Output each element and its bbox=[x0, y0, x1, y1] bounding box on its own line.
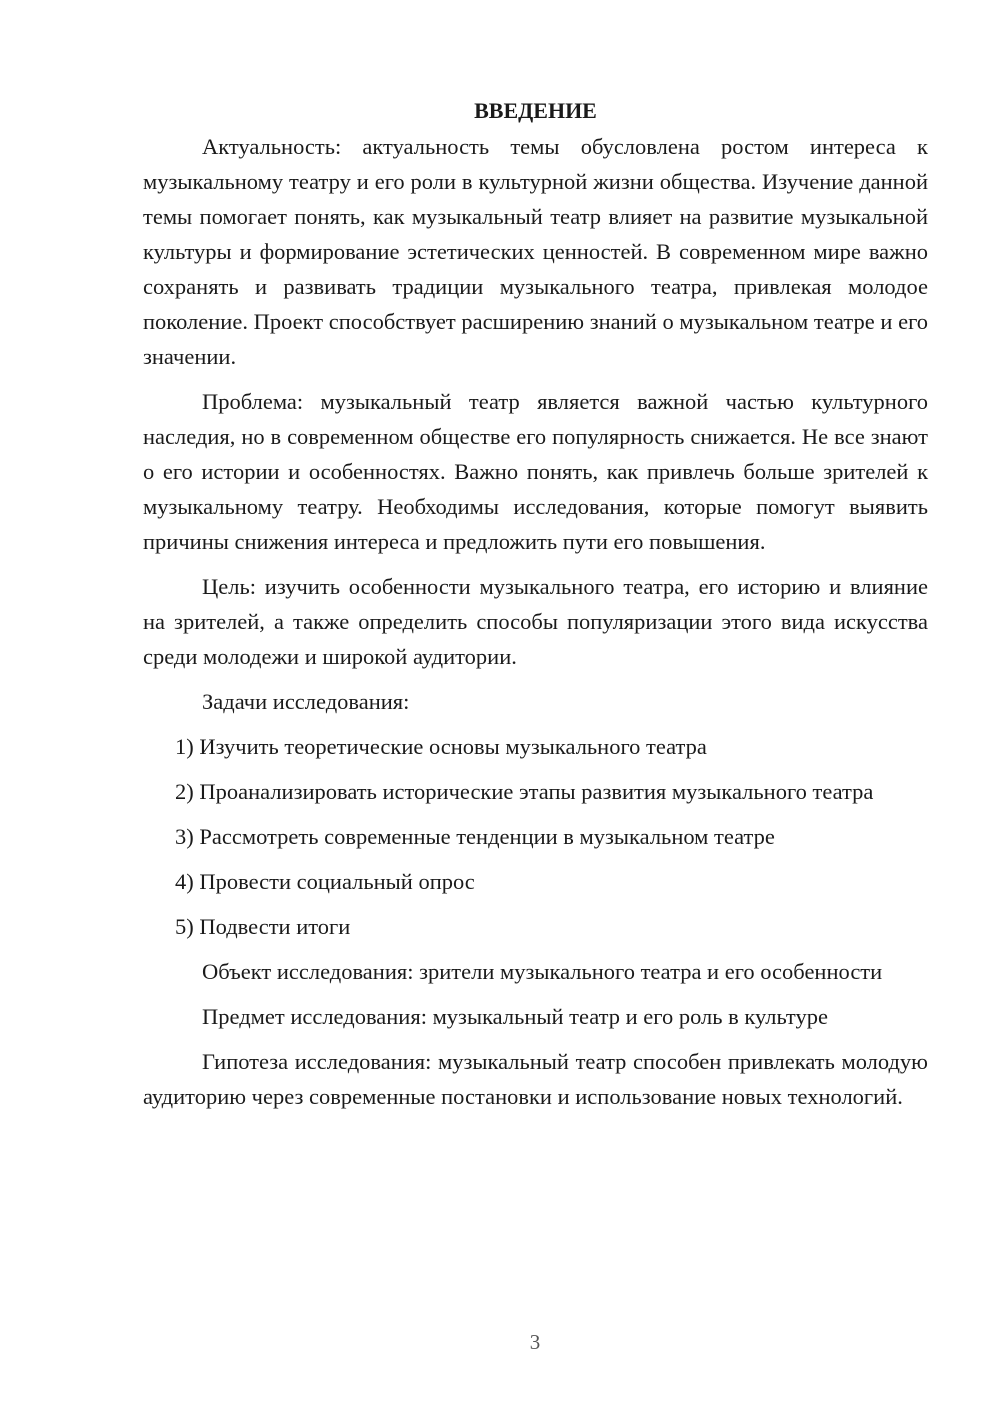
relevance-paragraph: Актуальность: актуальность темы обусловлена ростом интереса к музыкальному театру и его роли в культурной жизни общества. Изучение данной темы помогает понять, как музыкальный театр влияет на развитие музыкальной культуры и формирование эстетических ценностей. В современном мире важно сохранять и развивать традиции музыкального театра, привлекая молодое поколение. Проект способствует расширению знаний о музыкальном театре и его значении. bbox=[143, 134, 928, 369]
tasks-heading: Задачи исследования: bbox=[202, 689, 410, 714]
subject-paragraph: Предмет исследования: музыкальный театр и его роль в культуре bbox=[202, 1004, 828, 1029]
goal-paragraph: Цель: изучить особенности музыкального театра, его историю и влияние на зрителей, а также определить способы популяризации этого вида искусства среди молодежи и широкой аудитории. bbox=[143, 574, 928, 669]
object-paragraph: Объект исследования: зрители музыкального театра и его особенности bbox=[202, 959, 883, 984]
page-number: 3 bbox=[529, 1330, 541, 1354]
tasks-list bbox=[143, 729, 928, 944]
task-item: 2) Проанализировать исторические этапы развития музыкального театра bbox=[175, 779, 874, 804]
task-item: 3) Рассмотреть современные тенденции в музыкальном театре bbox=[175, 824, 775, 849]
task-item: 4) Провести социальный опрос bbox=[175, 869, 475, 894]
hypothesis-paragraph: Гипотеза исследования: музыкальный театр способен привлекать молодую аудиторию через современные постановки и использование новых технологий. bbox=[143, 1049, 928, 1109]
section-title: ВВЕДЕНИЕ bbox=[474, 98, 597, 123]
document-page bbox=[143, 92, 928, 1124]
task-item: 1) Изучить теоретические основы музыкального театра bbox=[175, 734, 707, 759]
problem-paragraph: Проблема: музыкальный театр является важной частью культурного наследия, но в современном обществе его популярность снижается. Не все знают о его истории и особенностях. Важно понять, как привлечь больше зрителей к музыкальному театру. Необходимы исследования, которые помогут выявить причины снижения интереса и предложить пути его повышения. bbox=[143, 389, 928, 554]
task-item: 5) Подвести итоги bbox=[175, 914, 351, 939]
